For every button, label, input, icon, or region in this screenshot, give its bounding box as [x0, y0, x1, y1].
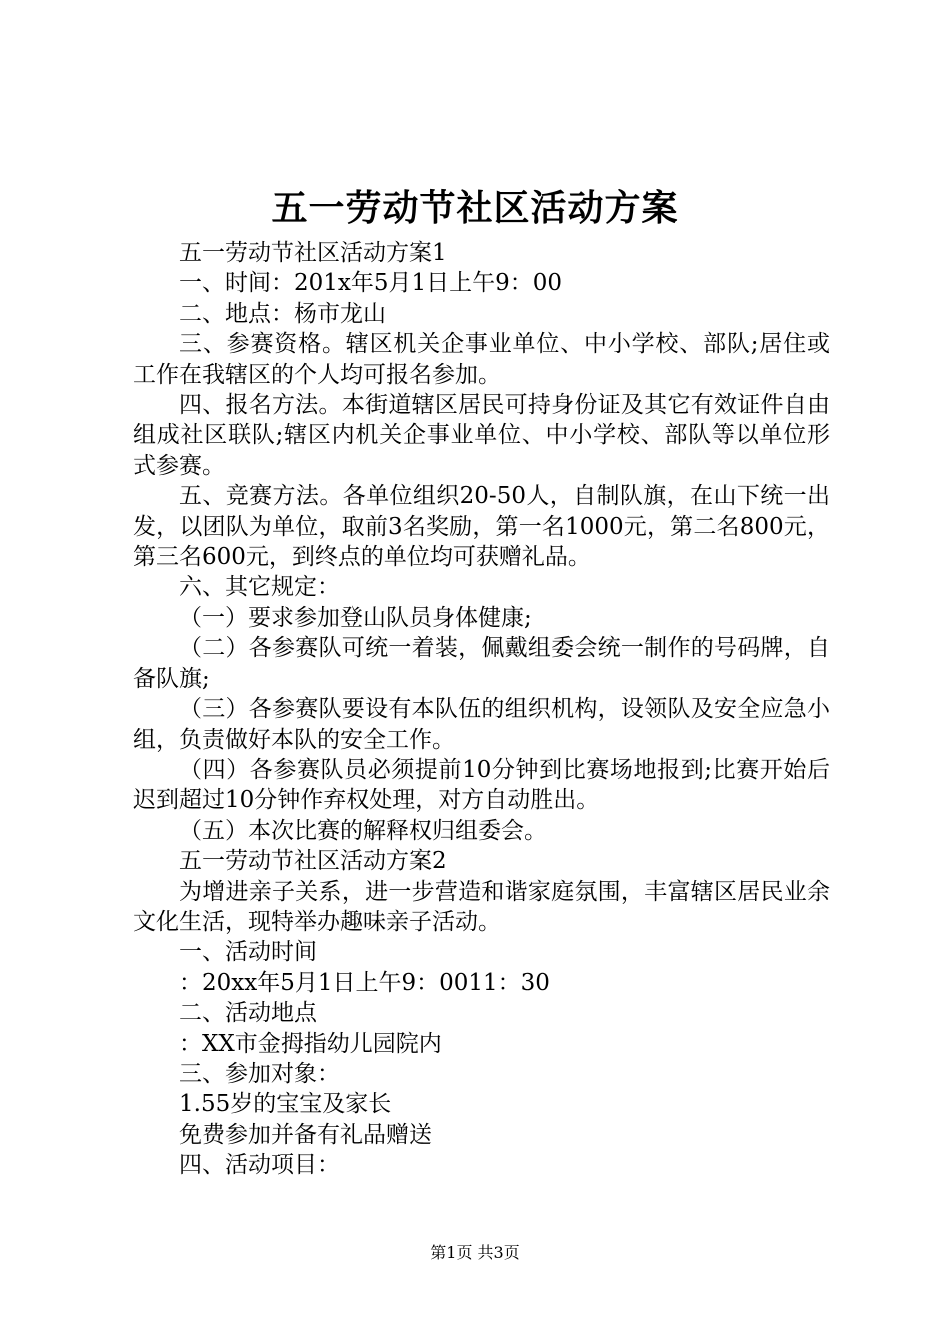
paragraph-activity-time: ：20xx年5月1日上午9：0011：30	[179, 969, 550, 996]
paragraph-free-gifts: 免费参加并备有礼品赠送	[179, 1121, 432, 1148]
paragraph-registration: 四、报名方法。本街道辖区居民可持身份证及其它有效证件自由组成社区联队;辖区内机关企事业单位、中小学校、部队等以单位形式参赛。	[133, 392, 830, 479]
paragraph-rule-1: （一）要求参加登山队员身体健康;	[179, 604, 532, 631]
paragraph-location: 二、地点：杨市龙山	[179, 300, 386, 327]
paragraph-rule-2: （二）各参赛队可统一着装，佩戴组委会统一制作的号码牌，自备队旗;	[133, 635, 830, 692]
paragraph-activity-location-heading: 二、活动地点	[179, 1000, 317, 1027]
paragraph-rule-5: （五）本次比赛的解释权归组委会。	[179, 817, 547, 844]
paragraph-activity-items-heading: 四、活动项目：	[179, 1152, 340, 1179]
paragraph-plan2-intro: 为增进亲子关系，进一步营造和谐家庭氛围，丰富辖区居民业余文化生活，现特举办趣味亲子活动。	[133, 878, 830, 935]
paragraph-eligibility: 三、参赛资格。辖区机关企事业单位、中小学校、部队;居住或工作在我辖区的个人均可报名参加。	[133, 331, 830, 388]
paragraph-time: 一、时间：201x年5月1日上午9：00	[179, 270, 563, 297]
paragraph-other-rules: 六、其它规定：	[179, 574, 340, 601]
document-title: 五一劳动节社区活动方案	[271, 187, 679, 229]
paragraph-plan1-heading: 五一劳动节社区活动方案1	[179, 240, 447, 266]
paragraph-activity-location: ：XX市金拇指幼儿园院内	[179, 1030, 442, 1057]
paragraph-rule-4: （四）各参赛队员必须提前10分钟到比赛场地报到;比赛开始后迟到超过10分钟作弃权处理，对方自动胜出。	[133, 756, 830, 814]
paragraph-participants-heading: 三、参加对象：	[179, 1060, 340, 1087]
paragraph-rule-3: （三）各参赛队要设有本队伍的组织机构，设领队及安全应急小组，负责做好本队的安全工作。	[133, 696, 830, 753]
paragraph-plan2-heading: 五一劳动节社区活动方案2	[179, 848, 447, 875]
page-number-footer: 第1页 共3页	[430, 1243, 520, 1262]
document-body	[133, 238, 830, 1181]
paragraph-competition: 五、竞赛方法。各单位组织20-50人，自制队旗，在山下统一出发，以团队为单位，取前3名奖励，第一名1000元，第二名800元，第三名600元，到终点的单位均可获赠礼品。	[133, 483, 830, 571]
paragraph-participants: 1.55岁的宝宝及家长	[179, 1091, 392, 1118]
paragraph-activity-time-heading: 一、活动时间	[179, 939, 317, 966]
